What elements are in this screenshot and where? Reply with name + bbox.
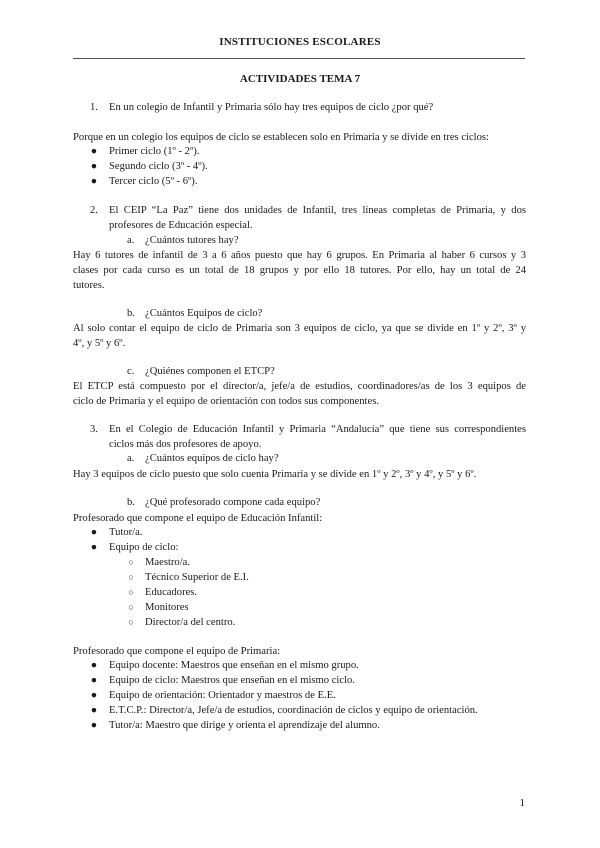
list-item: Equipo de ciclo:	[109, 542, 179, 553]
page-title: ACTIVIDADES TEMA 7	[239, 73, 361, 85]
q3-text-line1: En el Colegio de Educación Infantil y Primaria “Andalucía” que tiene sus correspondientes	[109, 424, 526, 435]
bullet-icon: ●	[90, 705, 98, 716]
sub-list-item: Técnico Superior de E.I.	[145, 572, 249, 583]
bullet-icon: ●	[90, 690, 98, 701]
q2c-answer-line2: ciclo de Primaria y el equipo de orientación con todos sus componentes.	[73, 396, 379, 407]
q3a-label: a.	[127, 453, 135, 464]
circle-bullet-icon: ○	[128, 602, 134, 612]
circle-bullet-icon: ○	[128, 587, 134, 597]
q2c-answer-line1: El ETCP está compuesto por el director/a, jefe/a de estudios, coordinadores/as de los 3 equipos de	[73, 381, 526, 392]
q1-text: En un colegio de Infantil y Primaria sólo hay tres equipos de ciclo ¿por qué?	[109, 102, 434, 113]
sub-list-item: Monitores	[145, 602, 189, 613]
list-item: Equipo de ciclo: Maestros que enseñan en el mismo ciclo.	[109, 675, 355, 686]
circle-bullet-icon: ○	[128, 617, 134, 627]
circle-bullet-icon: ○	[128, 572, 134, 582]
bullet-icon: ●	[90, 720, 98, 731]
q2-text-line2: profesores de Educación especial.	[109, 220, 253, 231]
bullet-icon: ●	[90, 675, 98, 686]
list-item: Equipo de orientación: Orientador y maestros de E.E.	[109, 690, 336, 701]
q2a-text: ¿Cuántos tutores hay?	[145, 235, 239, 246]
q3-text-line2: ciclos más dos profesores de apoyo.	[109, 439, 262, 450]
q2-text-line1: El CEIP “La Paz” tiene dos unidades de Infantil, tres líneas completas de Primaria, y dos	[109, 205, 526, 216]
q2a-answer-line1: Hay 6 tutores de infantil de 3 a 6 años puesto que hay 6 grupos. En Primaria al haber 6 cursos y 3	[73, 250, 526, 261]
q1-answer: Porque en un colegio los equipos de ciclo se establecen solo en Primaria y se divide en tres ciclos:	[73, 132, 489, 143]
infantil-intro: Profesorado que compone el equipo de Educación Infantil:	[73, 513, 323, 524]
list-item: E.T.C.P.: Director/a, Jefe/a de estudios, coordinación de ciclos y equipo de orientación.	[109, 705, 478, 716]
q2b-label: b.	[127, 308, 135, 319]
q2a-answer-line3: tutores.	[73, 280, 105, 291]
sub-list-item: Educadores.	[145, 587, 198, 598]
sub-list-item: Maestro/a.	[145, 557, 191, 568]
page-number: 1	[519, 797, 525, 809]
bullet-icon: ●	[90, 161, 98, 172]
sub-list-item: Director/a del centro.	[145, 617, 236, 628]
header-rule	[73, 58, 525, 59]
document-header: INSTITUCIONES ESCOLARES	[219, 36, 381, 48]
list-item: Tutor/a.	[109, 527, 143, 538]
bullet-icon: ●	[90, 660, 98, 671]
q3a-answer: Hay 3 equipos de ciclo puesto que solo cuenta Primaria y se divide en 1º y 2º, 3º y 4º, y 5º y 6º.	[73, 469, 477, 480]
q3b-text: ¿Qué profesorado compone cada equipo?	[145, 497, 321, 508]
q2c-text: ¿Quiénes componen el ETCP?	[145, 366, 275, 377]
list-item: Equipo docente: Maestros que enseñan en el mismo grupo.	[109, 660, 359, 671]
bullet-icon: ●	[90, 542, 98, 553]
q3b-label: b.	[127, 497, 135, 508]
q2b-text: ¿Cuántos Equipos de ciclo?	[145, 308, 263, 319]
q2a-label: a.	[127, 235, 135, 246]
q2c-label: c.	[127, 366, 135, 377]
list-item: Tercer ciclo (5º - 6º).	[109, 176, 198, 187]
q2-number: 2.	[90, 205, 98, 216]
list-item: Tutor/a: Maestro que dirige y orienta el aprendizaje del alumno.	[109, 720, 380, 731]
q2a-answer-line2: clases por cada curso es un total de 18 grupos y por ello 18 tutores. Por ello, hay un total de 24	[73, 265, 526, 276]
circle-bullet-icon: ○	[128, 557, 134, 567]
bullet-icon: ●	[90, 176, 98, 187]
q3a-text: ¿Cuántos equipos de ciclo hay?	[145, 453, 279, 464]
list-item: Segundo ciclo (3º - 4º).	[109, 161, 208, 172]
q2b-answer-line1: Al solo contar el equipo de ciclo de Primaria son 3 equipos de ciclo, ya que se divide en 1º y 2º, 3º y	[73, 323, 526, 334]
bullet-icon: ●	[90, 146, 98, 157]
primaria-intro: Profesorado que compone el equipo de Primaria:	[73, 646, 281, 657]
q3-number: 3.	[90, 424, 98, 435]
q1-number: 1.	[90, 102, 98, 113]
list-item: Primer ciclo (1º - 2º).	[109, 146, 200, 157]
bullet-icon: ●	[90, 527, 98, 538]
q2b-answer-line2: 4º, y 5º y 6º.	[73, 338, 126, 349]
